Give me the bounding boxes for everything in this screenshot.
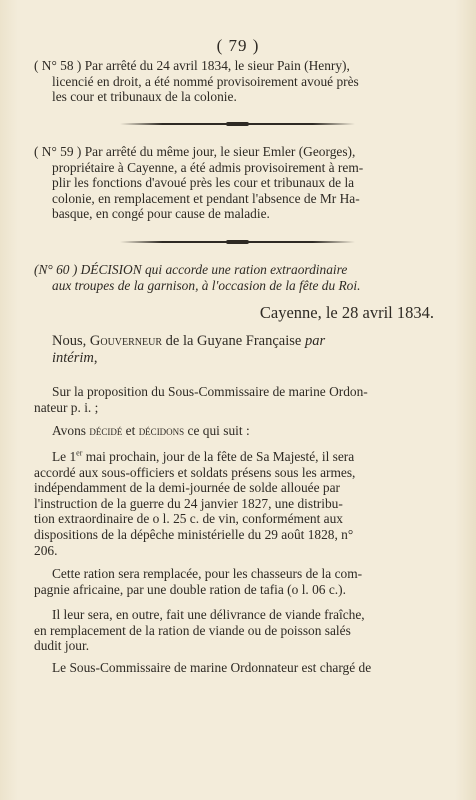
preamble-line-2	[34, 350, 434, 367]
cette-line-2: pagnie africaine, par une double ration de tafia (o l. 06 c.).	[34, 581, 346, 597]
le1-sup: er	[76, 448, 83, 458]
preamble-par: par	[304, 333, 326, 349]
avons-decide: décidé	[85, 423, 123, 438]
le1-line-1	[34, 449, 434, 465]
entry-59	[34, 144, 434, 222]
cette-line-1: Cette ration sera remplacée, pour les chasseurs de la com-	[52, 566, 363, 581]
illeur-line-1: Il leur sera, en outre, fait une délivrance de viande fraîche,	[52, 607, 365, 622]
le1-start: Le 1	[52, 449, 77, 464]
paragraph-cette-ration	[34, 566, 434, 597]
preamble-guyane: de la Guyane Française	[162, 333, 305, 349]
entry-59-line-5: basque, en congé pour cause de maladie.	[52, 206, 270, 222]
paragraph-avons	[34, 423, 434, 439]
entry-59-line-2: propriétaire à Cayenne, a été admis provisoirement à rem-	[52, 159, 364, 175]
illeur-line-3: dudit jour.	[34, 638, 90, 654]
le1-line-2: accordé aux sous-officiers et soldats présens sous les armes,	[34, 464, 356, 480]
preamble	[34, 333, 434, 367]
dateline: Cayenne, le 28 avril 1834.	[259, 303, 434, 322]
sur-line-1: Sur la proposition du Sous-Commissaire de marine Ordon-	[52, 384, 368, 399]
entry-58	[34, 58, 434, 105]
le1-line-6: dispositions de la dépêche ministérielle du 29 août 1828, n°	[34, 526, 354, 542]
preamble-gouverneur: Gouverneur	[89, 333, 163, 349]
paragraph-il-leur	[34, 607, 434, 654]
le1-line-3: indépendamment de la demi-journée de solde allouée par	[34, 480, 341, 496]
entry-59-line-4: colonie, en remplacement et pendant l'absence de Mr Ha-	[52, 190, 360, 206]
le1-line-7: 206.	[34, 542, 58, 558]
avons-word: Avons	[52, 423, 86, 438]
preamble-nous: Nous,	[52, 333, 87, 349]
le1-end: mai prochain, jour de la fête de Sa Majesté, il sera	[82, 449, 355, 464]
page-number: ( 79 )	[216, 36, 260, 55]
le1-line-4: l'instruction de la guerre du 24 janvier 1827, une distribu-	[34, 495, 343, 511]
entry-58-line-1: ( N° 58 ) Par arrêté du 24 avril 1834, le sieur Pain (Henry),	[34, 58, 350, 73]
avons-suit: ce qui suit :	[184, 423, 250, 438]
section-divider	[120, 123, 355, 125]
entry-59-line-3: plir les fonctions d'avoué près les cour et tribunaux de la	[52, 175, 355, 191]
illeur-line-2: en remplacement de la ration de viande ou de poisson salés	[34, 622, 351, 638]
paragraph-le-sous-commissaire	[34, 660, 434, 676]
entry-58-line-2: licencié en droit, a été nommé provisoirement avoué près	[52, 73, 359, 89]
decision-title-line-2: aux troupes de la garnison, à l'occasion de la fête du Roi.	[52, 277, 361, 293]
avons-line	[34, 423, 434, 439]
paragraph-le-1er	[34, 449, 434, 558]
paragraph-sur	[34, 384, 434, 415]
entry-58-line-3: les cour et tribunaux de la colonie.	[52, 89, 237, 105]
lesous-line-1: Le Sous-Commissaire de marine Ordonnateur est chargé de	[52, 660, 372, 675]
entry-59-line-1: ( N° 59 ) Par arrêté du même jour, le sieur Emler (Georges),	[34, 144, 356, 159]
preamble-line-1	[34, 333, 434, 350]
avons-decidons: décidons	[138, 423, 185, 438]
entry-60	[34, 262, 434, 293]
sur-line-2: nateur p. i. ;	[34, 399, 99, 415]
le1-line-5: tion extraordinaire de o l. 25 c. de vin, conformément aux	[34, 511, 343, 527]
avons-et: et	[122, 423, 139, 438]
section-divider	[120, 241, 355, 243]
preamble-interim: intérim	[52, 350, 94, 366]
preamble-comma: ,	[93, 350, 98, 366]
decision-title-line-1: (N° 60 ) DÉCISION qui accorde une ration extraordinaire	[34, 262, 348, 277]
